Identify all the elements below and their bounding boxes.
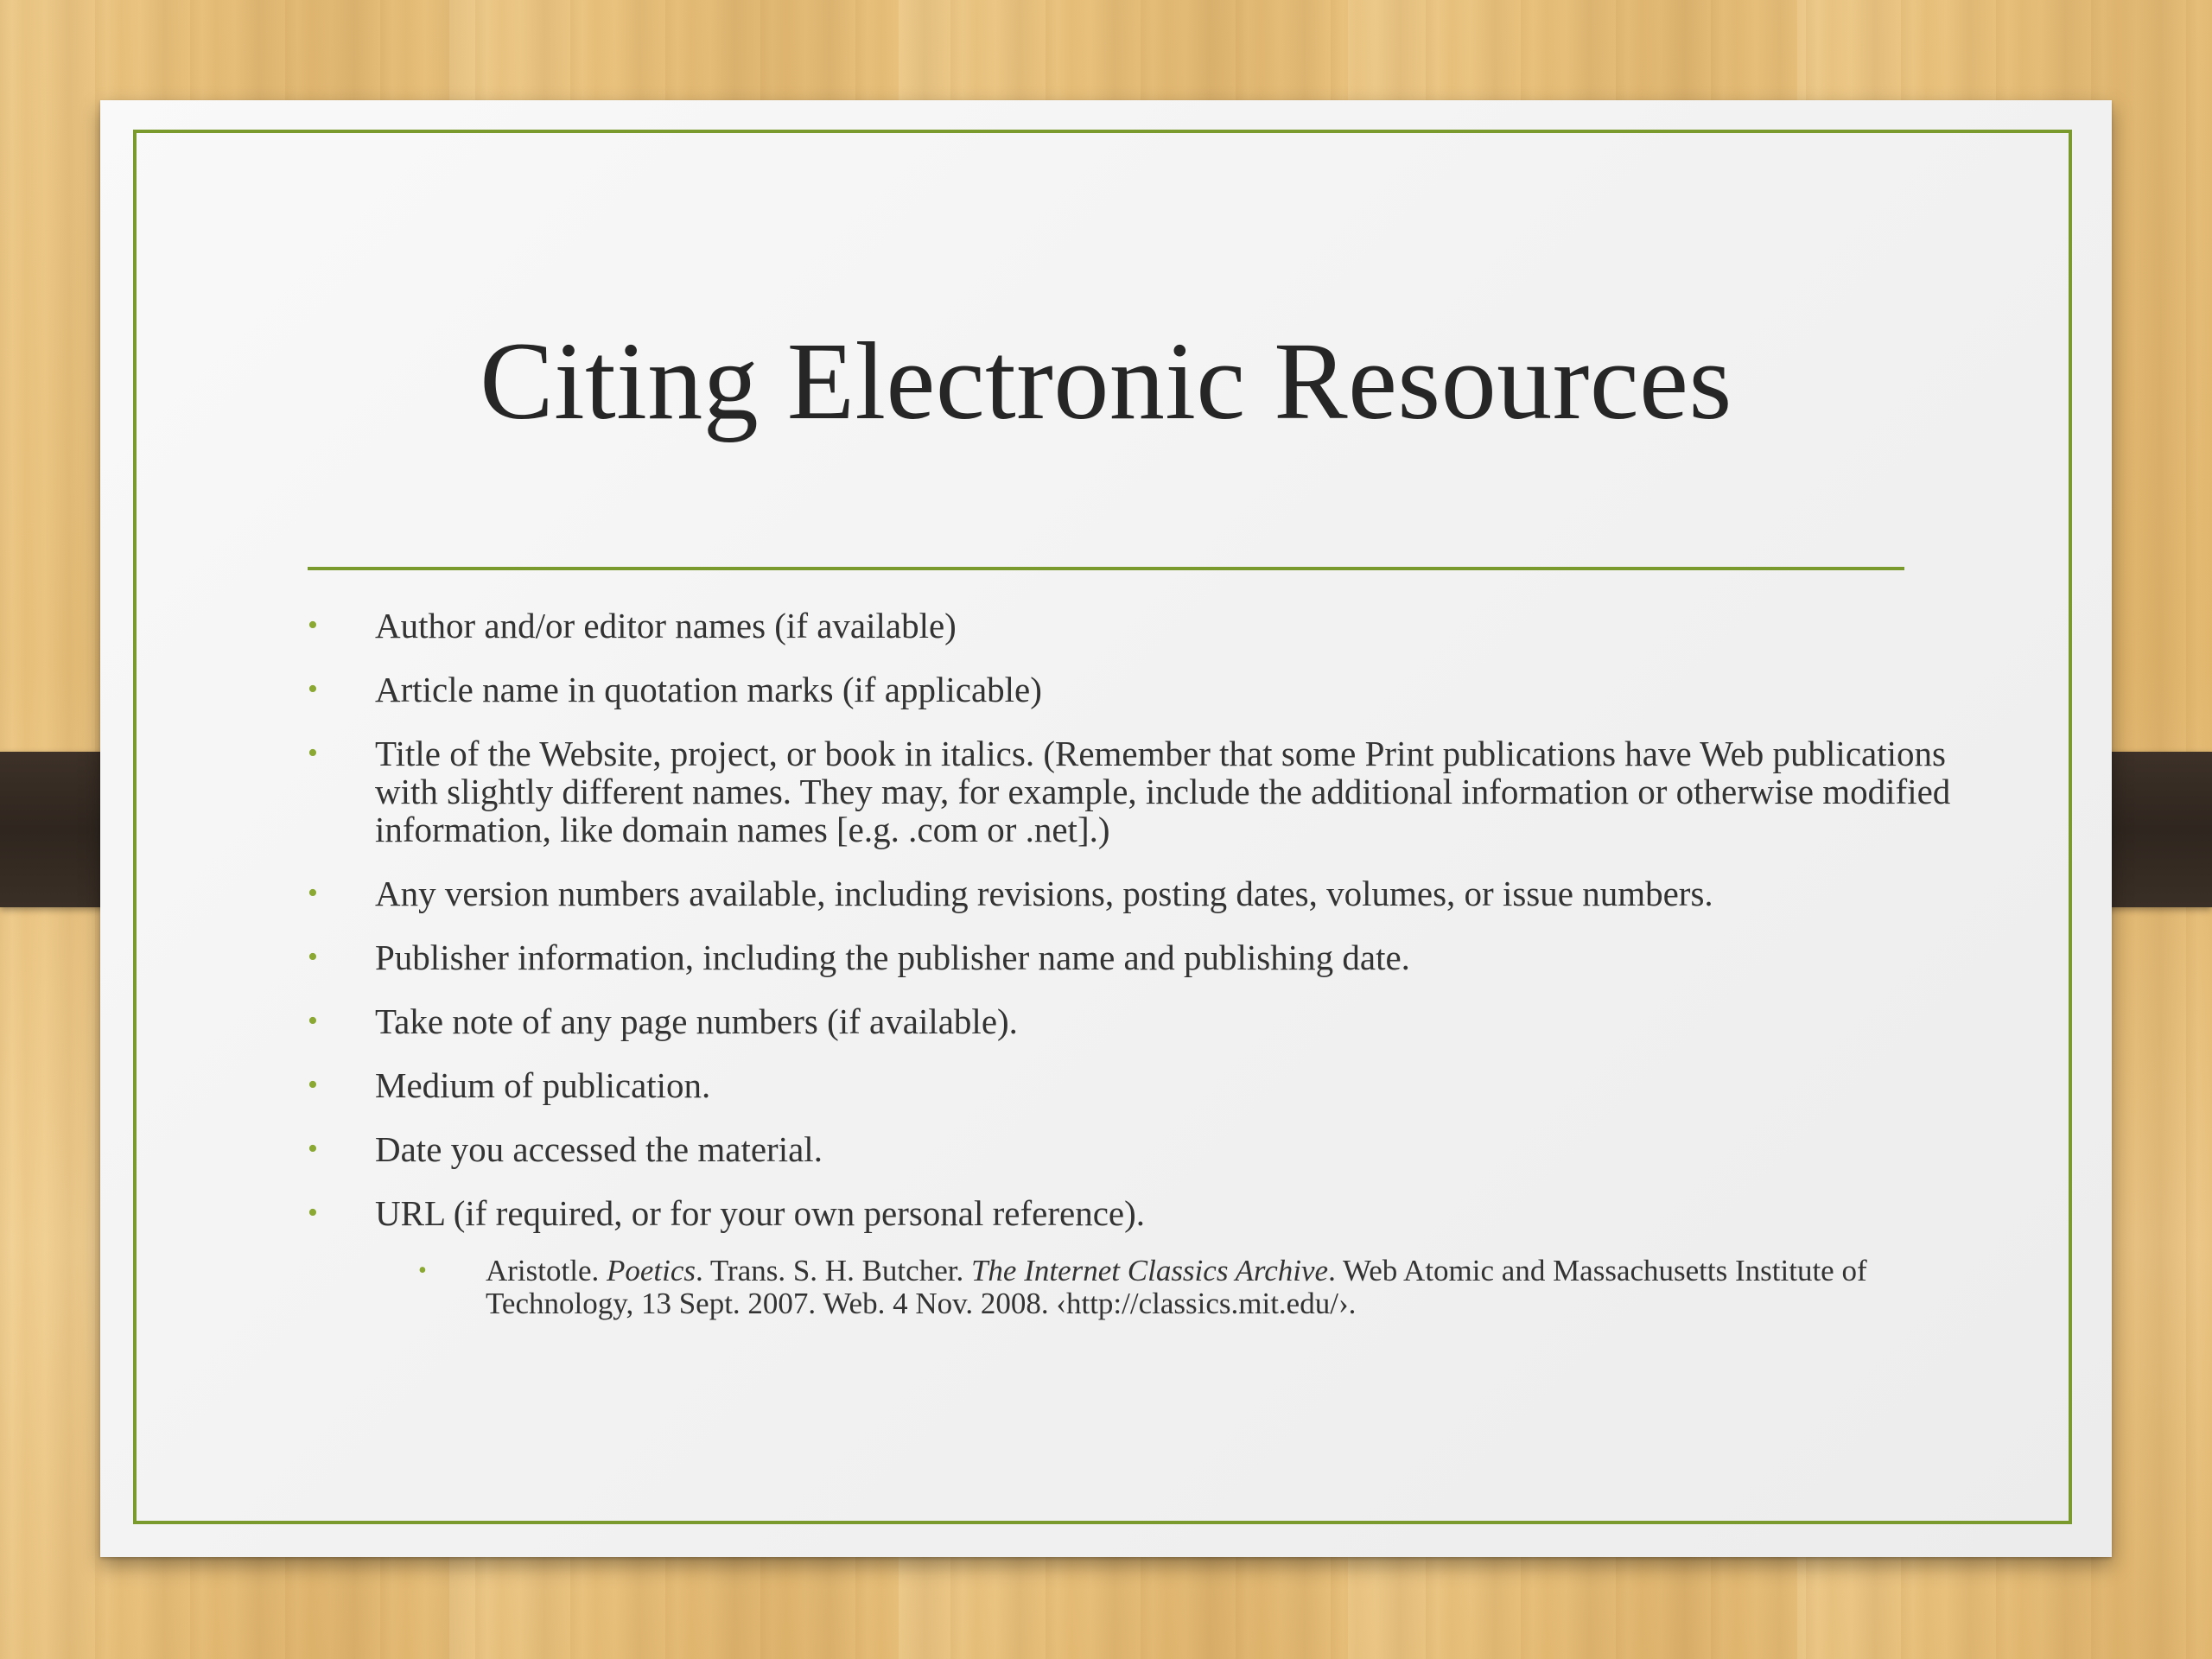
bullet-icon: • xyxy=(308,673,318,705)
citation-site-title: The Internet Classics Archive xyxy=(970,1254,1329,1287)
bullet-item xyxy=(308,874,2001,912)
bullet-icon: • xyxy=(308,609,318,641)
bullet-text: Any version numbers available, including revisions, posting dates, volumes, or issue numbers. xyxy=(375,874,1713,913)
sub-bullet-icon: • xyxy=(418,1257,427,1284)
bullet-icon: • xyxy=(308,1005,318,1037)
bullet-text: Medium of publication. xyxy=(375,1065,711,1105)
bullet-icon: • xyxy=(308,941,318,973)
bullet-icon: • xyxy=(308,1069,318,1101)
slide-title: Citing Electronic Resources xyxy=(480,320,1732,442)
bullet-item xyxy=(308,1130,2001,1168)
bullet-icon: • xyxy=(308,737,318,769)
bullet-text: Publisher information, including the publisher name and publishing date. xyxy=(375,938,1410,977)
bullet-text: URL (if required, or for your own personal reference). xyxy=(375,1193,1145,1233)
bullet-item xyxy=(308,1066,2001,1104)
bullet-item xyxy=(308,671,2001,709)
citation-work-title: Poetics xyxy=(606,1254,696,1287)
bullet-text: Date you accessed the material. xyxy=(375,1129,823,1169)
bullet-icon: • xyxy=(308,1197,318,1229)
bullet-text: Article name in quotation marks (if applicable) xyxy=(375,670,1042,709)
citation-details: . Web Atomic and Massachusetts Institute of Technology, 13 Sept. 2007. Web. 4 Nov. 2008. ‹http://classics.mit.edu/›. xyxy=(486,1254,1867,1320)
bullet-item xyxy=(308,1002,2001,1040)
citation-translator: . Trans. S. H. Butcher. xyxy=(696,1254,971,1287)
citation-author: Aristotle. xyxy=(486,1254,607,1287)
bullet-item xyxy=(308,607,2001,645)
slide xyxy=(100,100,2112,1557)
bullet-text: Title of the Website, project, or book in italics. (Remember that some Print publications have Web publications with slightly different names. They may, for example, include the additional information or otherwise modified information, like domain names [e.g. .com or .net].) xyxy=(375,734,1951,849)
title-divider xyxy=(308,567,1904,570)
bullet-item xyxy=(308,938,2001,976)
bullet-list xyxy=(308,607,2001,1320)
bullet-text: Take note of any page numbers (if available). xyxy=(375,1001,1018,1041)
bullet-icon: • xyxy=(308,1133,318,1165)
bullet-icon: • xyxy=(308,877,318,909)
citation-example xyxy=(418,1255,2001,1320)
bullet-item xyxy=(308,1194,2001,1232)
bullet-item xyxy=(308,734,2001,849)
bullet-text: Author and/or editor names (if available) xyxy=(375,606,957,645)
